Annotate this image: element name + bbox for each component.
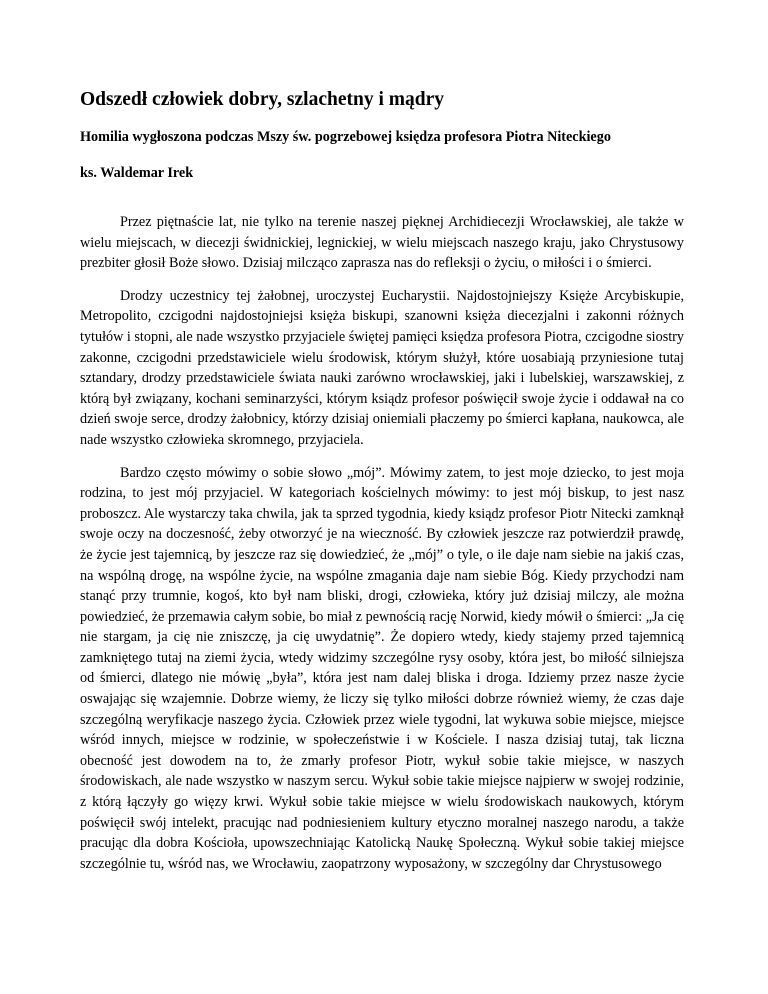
paragraph: Bardzo często mówimy o sobie słowo „mój”. Mówimy zatem, to jest moje dziecko, to jest moja rodzina, to jest mój przyjaciel. W kategoriach kościelnych mówimy: to jest mój biskup, to jest nasz proboszcz. Ale wystarczy taka chwila, jak ta sprzed tygodnia, kiedy ksiądz profesor Piotr Nitecki zamknął swoje oczy na doczesność, żeby otworzyć je na wieczność. By człowiek jeszcze raz potwierdził prawdę, że życie jest tajemnicą, by jeszcze raz się dowiedzieć, że „mój” o tyle, o ile daje nam siebie na jakiś czas, na wspólną drogę, na wspólne życie, na wspólne zmagania daje nam siebie Bóg. Kiedy przychodzi nam stanąć przy trumnie, kogoś, kto był nam bliski, drogi, człowieka, który już dzisiaj milczy, ale można powiedzieć, że przemawia całym sobie, bo miał z pewnością rację Norwid, kiedy mówił o śmierci: „Ja cię nie stargam, ja cię nie zniszczę, ja cię uwydatnię”. Że dopiero wtedy, kiedy stajemy przed tajemnicą zamkniętego tutaj na ziemi życia, wtedy widzimy szczególne rysy osoby, która jest, bo miłość silniejsza od śmierci, dlatego nie mówię „była”, która jest nam dalej bliska i droga. Idziemy przez nasze życie oswajając się wzajemnie. Dobrze wiemy, że liczy się tylko miłości dobrze również wiemy, że czas daje szczególną weryfikacje naszego życia. Człowiek przez wiele tygodni, lat wykuwa sobie miejsce, miejsce wśród innych, miejsce w rodzinie, w społeczeństwie i w Kościele. I nasza dzisiaj tutaj, tak liczna obecność jest dowodem na to, że zmarły profesor Piotr, wykuł sobie takie miejsce, w naszych środowiskach, ale nade wszystko w naszym sercu. Wykuł sobie takie miejsce najpierw w swojej rodzinie, z którą łączyły go więzy krwi. Wykuł sobie takie miejsce w wielu środowiskach naukowych, którym poświęcił swój intelekt, pracując nad podniesieniem kultury etyczno moralnej naszego narodu, a także pracując dla dobra Kościoła, upowszechniając Katolicką Naukę Społeczną. Wykuł sobie takiej miejsce szczególnie tu, wśród nas, we Wrocławiu, zaopatrzony wyposażony, w szczególny dar Chrystusowego bbox=[80, 464, 684, 872]
paragraph: Drodzy uczestnicy tej żałobnej, uroczystej Eucharystii. Najdostojniejszy Księże Arcybiskupie, Metropolito, czcigodni najdostojniejsi księża biskupi, szanowni księża diecezjalni i zakonni różnych tytułów i stopni, ale nade wszystko przyjaciele świętej pamięci księdza profesora Piotra, czcigodne siostry zakonne, czcigodni przedstawiciele wielu środowisk, którym służył, które uosabiają przyniesione tutaj sztandary, drodzy przedstawiciele świata nauki zarówno wrocławskiej, jaki i lubelskiej, warszawskiej, z którą był związany, kochani seminarzyści, którym ksiądz profesor poświęcił swoje życie i oddawał na co dzień swoje serce, drodzy żałobnicy, którzy dzisiaj oniemiali płaczemy po śmierci kapłana, naukowca, ale nade wszystko człowieka skromnego, przyjaciela. bbox=[80, 287, 684, 448]
document-title: Odszedł człowiek dobry, szlachetny i mądry bbox=[80, 89, 444, 110]
document-content bbox=[80, 88, 684, 886]
document-subtitle: Homilia wygłoszona podczas Mszy św. pogrzebowej księdza profesora Piotra Niteckiego bbox=[80, 129, 611, 145]
document-author: ks. Waldemar Irek bbox=[80, 165, 194, 181]
paragraph: Przez piętnaście lat, nie tylko na terenie naszej pięknej Archidiecezji Wrocławskiej, ale także w wielu miejscach, w diecezji świdnickiej, legnickiej, w wielu miejscach naszego kraju, jako Chrystusowy prezbiter głosił Boże słowo. Dzisiaj milcząco zaprasza nas do refleksji o życiu, o miłości i o śmierci. bbox=[80, 214, 684, 272]
document-body bbox=[80, 212, 684, 874]
